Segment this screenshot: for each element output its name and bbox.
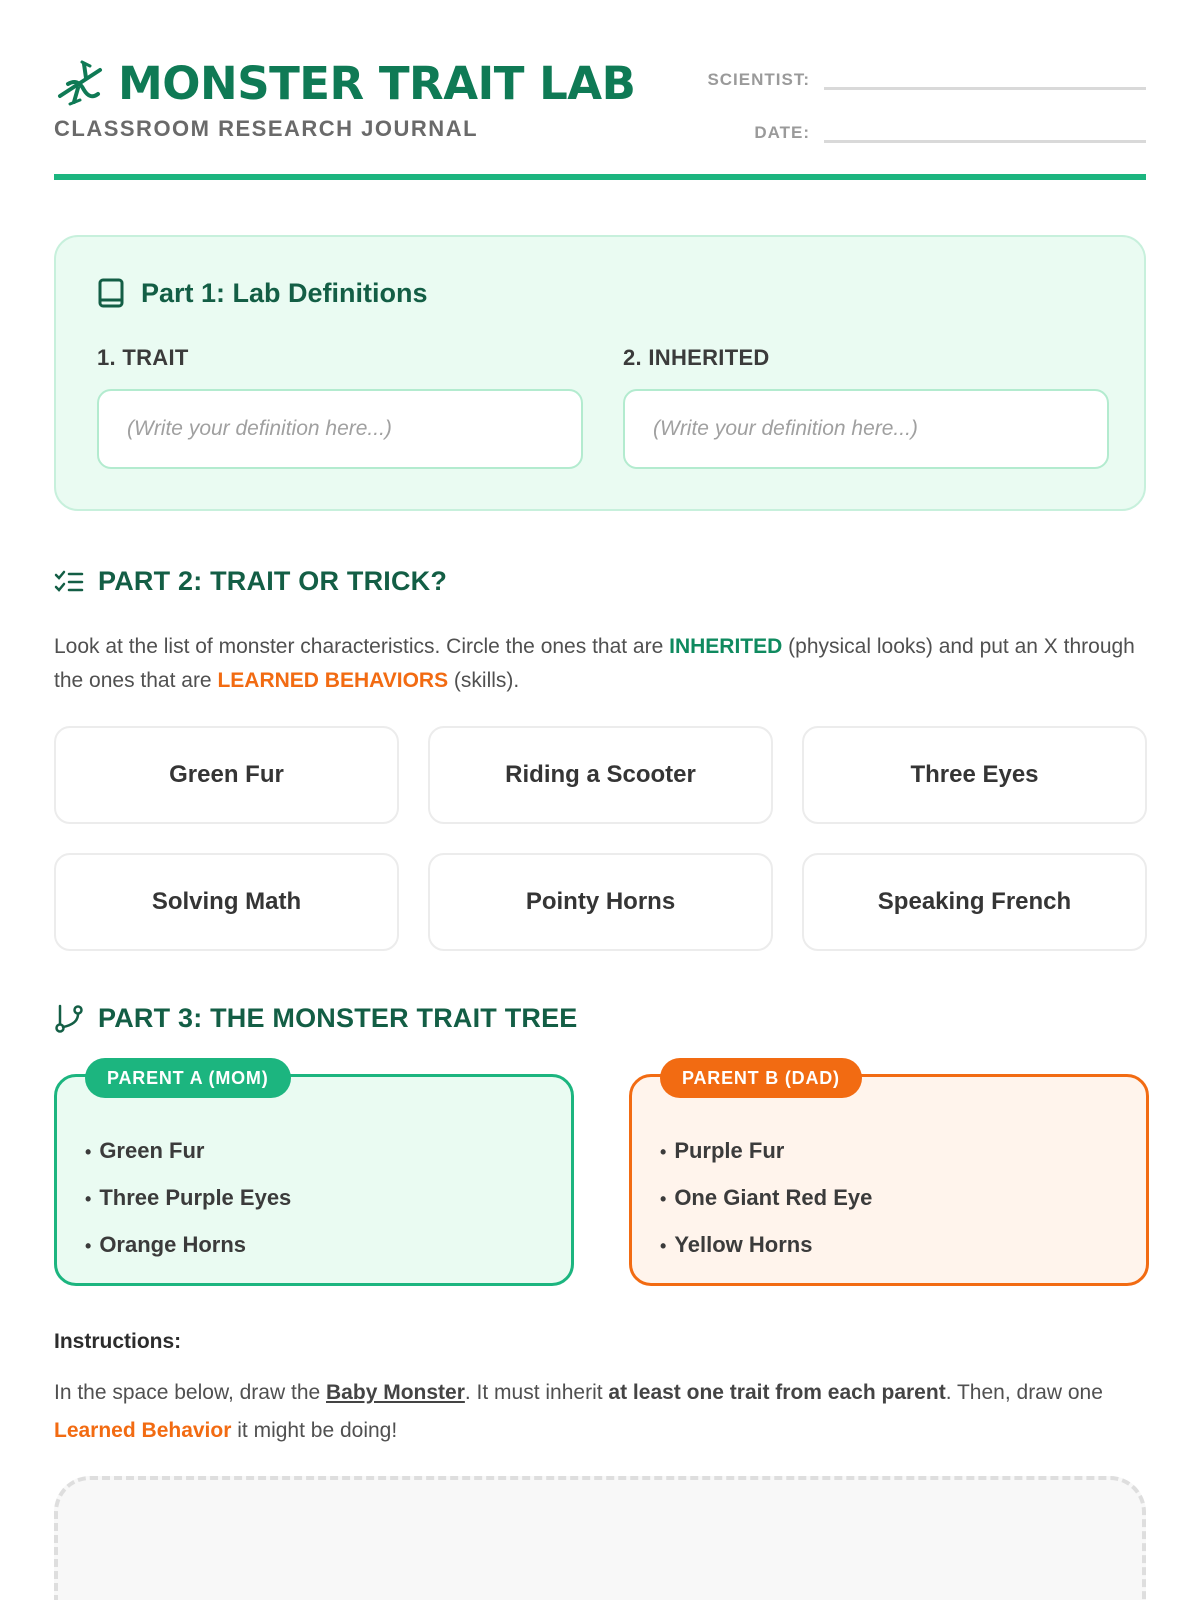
scientist-field[interactable] [824, 60, 1146, 90]
instruction-text: Look at the list of monster characteristics. Circle the ones that are [54, 635, 670, 658]
instruction-text: In the space below, draw the [54, 1381, 327, 1404]
part3-heading [54, 1003, 578, 1034]
part3-title: PART 3: THE MONSTER TRAIT TREE [98, 1003, 578, 1033]
characteristic-card[interactable]: Green Fur [54, 726, 399, 824]
characteristic-card[interactable]: Riding a Scooter [428, 726, 773, 824]
parent-a-card [54, 1067, 574, 1286]
brand [54, 56, 635, 110]
instruction-text: it might be doing! [231, 1419, 398, 1442]
instruction-text: . It must inherit [464, 1381, 609, 1404]
parent-b-card [629, 1067, 1149, 1286]
trait-item: • One Giant Red Eye [660, 1174, 1146, 1221]
characteristic-card[interactable]: Three Eyes [802, 726, 1147, 824]
instruction-text: (physical looks) and put an X through the ones that are [54, 635, 1135, 692]
characteristic-card[interactable]: Solving Math [54, 853, 399, 951]
book-icon [97, 277, 125, 309]
definition-trait [97, 345, 583, 469]
definition-label: 2. INHERITED [623, 345, 770, 370]
date-label: DATE: [754, 123, 810, 142]
part2-heading [54, 566, 447, 597]
checklist-icon [54, 569, 84, 595]
inherit-rule: at least one trait from each parent [608, 1381, 946, 1404]
definition-input-trait[interactable]: (Write your definition here...) [97, 389, 583, 469]
part2-instructions [54, 630, 1146, 698]
parent-b-tag: PARENT B (DAD) [660, 1058, 862, 1098]
trait-item: • Orange Horns [85, 1221, 571, 1268]
trait-item: • Purple Fur [660, 1127, 1146, 1174]
dna-icon [54, 56, 108, 110]
instructions-title: Instructions: [54, 1330, 182, 1353]
part1-definitions [54, 235, 1146, 511]
header [54, 0, 1146, 180]
drawing-area[interactable] [54, 1476, 1146, 1600]
characteristic-grid [54, 726, 1146, 951]
page-subtitle: CLASSROOM RESEARCH JOURNAL [54, 116, 479, 141]
scientist-row [690, 60, 1146, 90]
trait-item: • Yellow Horns [660, 1221, 1146, 1268]
date-row [690, 113, 1146, 143]
part1-title: Part 1: Lab Definitions [141, 277, 428, 308]
instructions-text [54, 1374, 1146, 1450]
parent-a-tag: PARENT A (MOM) [85, 1058, 291, 1098]
trait-item: • Three Purple Eyes [85, 1174, 571, 1221]
date-field[interactable] [824, 113, 1146, 143]
part1-heading [97, 277, 428, 309]
learned-highlight: LEARNED BEHAVIORS [217, 669, 449, 692]
parent-a-traits [85, 1127, 571, 1268]
branch-icon [54, 1004, 84, 1034]
page-title: MONSTER TRAIT LAB [118, 56, 636, 110]
parent-b-traits [660, 1127, 1146, 1268]
definition-label: 1. TRAIT [97, 345, 189, 370]
scientist-label: SCIENTIST: [707, 70, 810, 89]
instruction-text: (skills). [448, 669, 520, 692]
trait-item: • Green Fur [85, 1127, 571, 1174]
characteristic-card[interactable]: Pointy Horns [428, 853, 773, 951]
definition-input-inherited[interactable]: (Write your definition here...) [623, 389, 1109, 469]
definition-inherited [623, 345, 1109, 469]
learned-behavior-term: Learned Behavior [54, 1419, 232, 1442]
characteristic-card[interactable]: Speaking French [802, 853, 1147, 951]
inherited-highlight: INHERITED [669, 635, 783, 658]
part2-title: PART 2: TRAIT OR TRICK? [98, 566, 448, 596]
baby-monster-term: Baby Monster [326, 1381, 465, 1404]
instruction-text: . Then, draw one [945, 1381, 1103, 1404]
